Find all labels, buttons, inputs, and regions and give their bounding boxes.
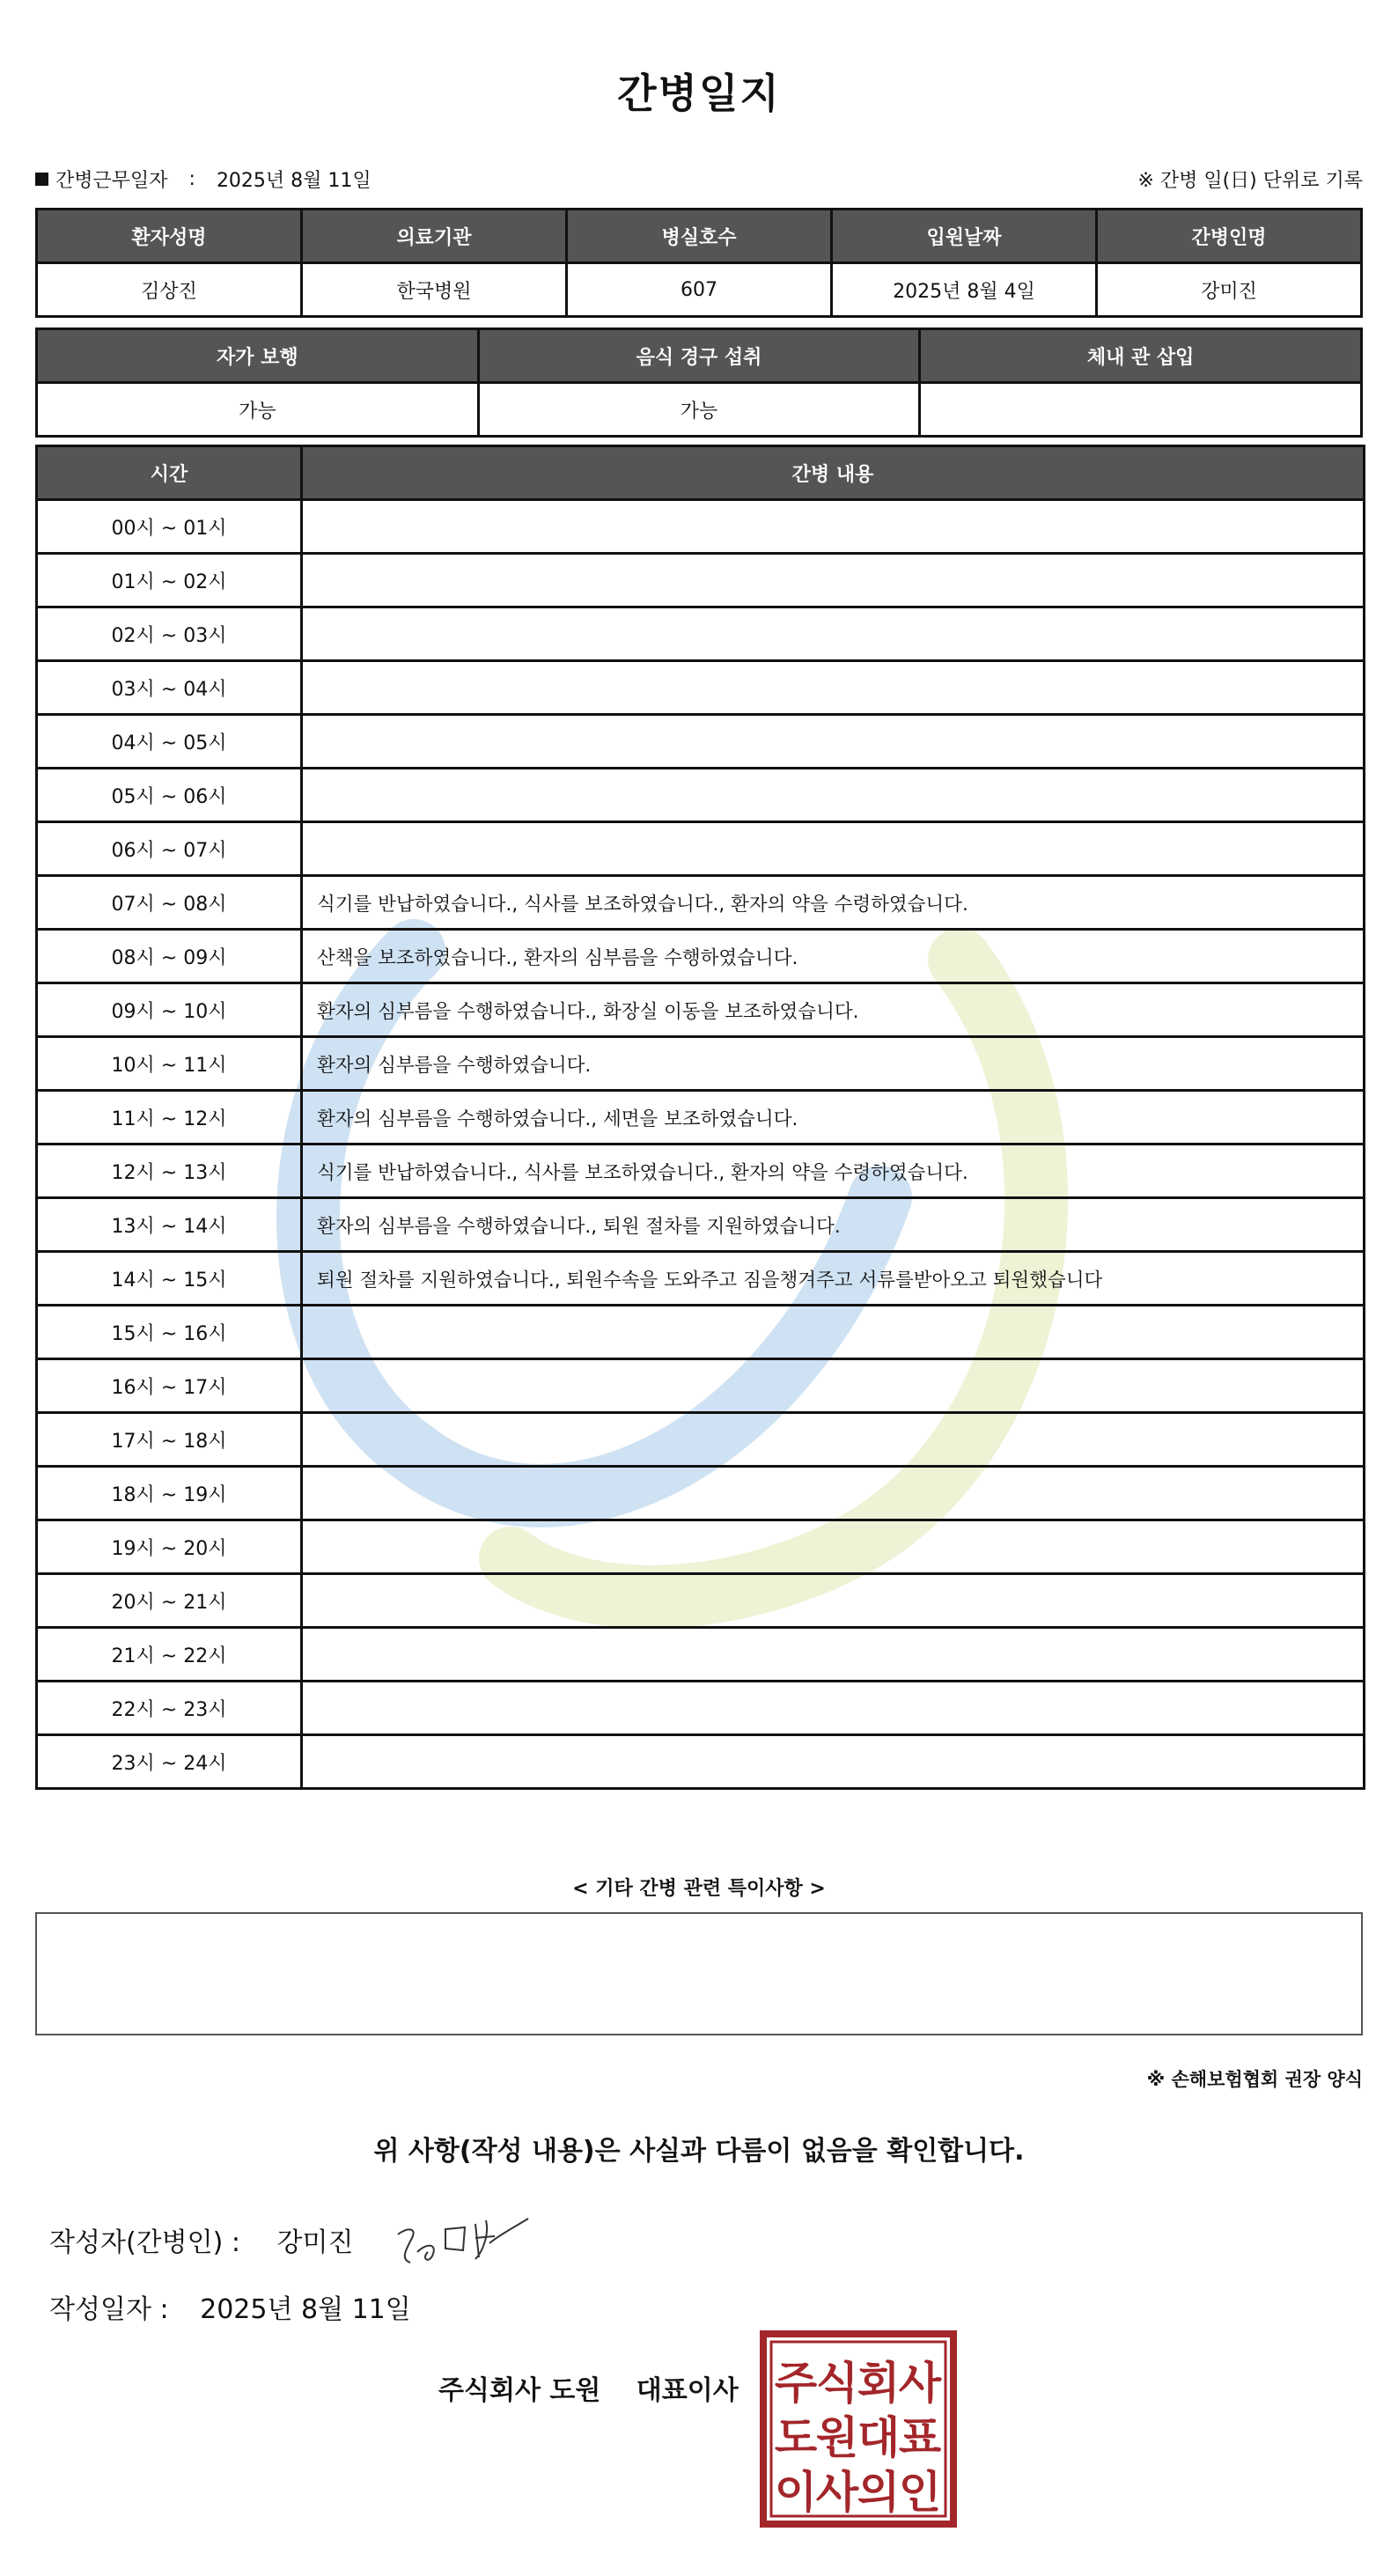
log-row xyxy=(37,1628,1365,1682)
log-time-cell: 04시 ~ 05시 xyxy=(37,715,302,769)
log-time-cell: 23시 ~ 24시 xyxy=(37,1735,302,1789)
tube-insertion-value xyxy=(920,383,1362,437)
log-row xyxy=(37,1037,1365,1091)
log-time-cell: 14시 ~ 15시 xyxy=(37,1252,302,1306)
seal-character: 인 xyxy=(898,2467,942,2518)
log-content-cell xyxy=(302,1520,1365,1574)
log-content-cell xyxy=(302,1413,1365,1467)
log-time-cell: 08시 ~ 09시 xyxy=(37,930,302,983)
log-content-cell xyxy=(302,1628,1365,1682)
work-date-label: 간병근무일자 xyxy=(55,170,168,192)
writer-name: 강미진 xyxy=(276,2227,354,2258)
log-time-cell: 20시 ~ 21시 xyxy=(37,1574,302,1628)
log-row xyxy=(37,661,1365,715)
unit-note: ※ 간병 일(日) 단위로 기록 xyxy=(1137,170,1363,192)
log-content-cell: 환자의 심부름을 수행하였습니다. xyxy=(302,1037,1365,1091)
log-content-cell xyxy=(302,1467,1365,1520)
log-time-cell: 17시 ~ 18시 xyxy=(37,1413,302,1467)
header-oral-intake: 음식 경구 섭취 xyxy=(478,329,920,383)
log-time-cell: 19시 ~ 20시 xyxy=(37,1520,302,1574)
log-time-cell: 02시 ~ 03시 xyxy=(37,607,302,661)
seal-character: 원 xyxy=(815,2412,859,2463)
header-caregiver-name: 간병인명 xyxy=(1097,210,1362,263)
log-content-cell xyxy=(302,715,1365,769)
care-log-table xyxy=(35,445,1365,1790)
log-row xyxy=(37,1306,1365,1359)
seal-character: 회 xyxy=(857,2358,901,2409)
confirmation-statement: 위 사항(작성 내용)은 사실과 다름이 없음을 확인합니다. xyxy=(373,2136,1025,2167)
log-time-cell: 06시 ~ 07시 xyxy=(37,822,302,876)
notes-box xyxy=(35,1912,1363,2035)
company-name: 주식회사 도원 xyxy=(438,2375,601,2406)
log-content-cell: 산책을 보조하였습니다., 환자의 심부름을 수행하였습니다. xyxy=(302,930,1365,983)
log-time-cell: 21시 ~ 22시 xyxy=(37,1628,302,1682)
log-time-cell: 05시 ~ 06시 xyxy=(37,769,302,822)
work-date-value: 2025년 8월 11일 xyxy=(216,170,372,192)
log-content-cell xyxy=(302,607,1365,661)
patient-condition-table xyxy=(35,328,1363,438)
header-patient-name: 환자성명 xyxy=(37,210,302,263)
admission-date-value: 2025년 8월 4일 xyxy=(832,263,1097,317)
log-time-cell: 12시 ~ 13시 xyxy=(37,1144,302,1198)
page-title: 간병일지 xyxy=(617,70,781,117)
log-content-cell xyxy=(302,1359,1365,1413)
log-content-cell xyxy=(302,1735,1365,1789)
log-row xyxy=(37,983,1365,1037)
company-line xyxy=(438,2368,739,2407)
log-content-cell xyxy=(302,554,1365,607)
seal-character: 사 xyxy=(815,2467,859,2518)
header-tube-insertion: 체내 관 삽입 xyxy=(920,329,1362,383)
log-row xyxy=(37,1682,1365,1735)
form-footnote: ※ 손해보험협회 권장 양식 xyxy=(1146,2069,1363,2090)
log-time-cell: 03시 ~ 04시 xyxy=(37,661,302,715)
work-date-colon: : xyxy=(188,168,195,190)
header-care-content: 간병 내용 xyxy=(302,446,1365,500)
log-row xyxy=(37,1574,1365,1628)
log-content-cell: 환자의 심부름을 수행하였습니다., 퇴원 절차를 지원하였습니다. xyxy=(302,1198,1365,1252)
log-content-cell xyxy=(302,769,1365,822)
log-time-cell: 13시 ~ 14시 xyxy=(37,1198,302,1252)
log-time-cell: 18시 ~ 19시 xyxy=(37,1467,302,1520)
log-row xyxy=(37,1359,1365,1413)
log-time-cell: 01시 ~ 02시 xyxy=(37,554,302,607)
log-content-cell xyxy=(302,822,1365,876)
log-row xyxy=(37,876,1365,930)
log-row xyxy=(37,1520,1365,1574)
company-representative-title: 대표이사 xyxy=(636,2375,739,2406)
log-row xyxy=(37,1198,1365,1252)
log-row xyxy=(37,554,1365,607)
header-time: 시간 xyxy=(37,446,302,500)
log-time-cell: 15시 ~ 16시 xyxy=(37,1306,302,1359)
seal-character: 이 xyxy=(774,2467,818,2518)
seal-character: 의 xyxy=(857,2467,901,2518)
written-date-value: 2025년 8월 11일 xyxy=(200,2294,411,2325)
log-time-cell: 10시 ~ 11시 xyxy=(37,1037,302,1091)
log-row xyxy=(37,930,1365,983)
log-content-cell xyxy=(302,500,1365,554)
room-value: 607 xyxy=(567,263,832,317)
patient-name-value: 김상진 xyxy=(37,263,302,317)
writer-line xyxy=(49,2220,353,2259)
oral-intake-value: 가능 xyxy=(478,383,920,437)
hospital-value: 한국병원 xyxy=(302,263,567,317)
walking-value: 가능 xyxy=(37,383,479,437)
seal-character: 도 xyxy=(774,2412,818,2463)
log-time-cell: 09시 ~ 10시 xyxy=(37,983,302,1037)
log-time-cell: 11시 ~ 12시 xyxy=(37,1091,302,1144)
log-content-cell: 퇴원 절차를 지원하였습니다., 퇴원수속을 도와주고 짐을챙겨주고 서류를받아오고 퇴원했습니다 xyxy=(302,1252,1365,1306)
log-time-cell: 22시 ~ 23시 xyxy=(37,1682,302,1735)
seal-character: 식 xyxy=(815,2358,859,2409)
log-content-cell xyxy=(302,1682,1365,1735)
log-row xyxy=(37,1091,1365,1144)
log-content-cell xyxy=(302,1574,1365,1628)
header-walking: 자가 보행 xyxy=(37,329,479,383)
log-row xyxy=(37,822,1365,876)
log-content-cell: 환자의 심부름을 수행하였습니다., 세면을 보조하였습니다. xyxy=(302,1091,1365,1144)
log-time-cell: 16시 ~ 17시 xyxy=(37,1359,302,1413)
handwritten-signature xyxy=(391,2208,532,2270)
work-date-line xyxy=(35,166,372,193)
log-row xyxy=(37,1467,1365,1520)
log-content-cell xyxy=(302,661,1365,715)
caregiver-name-value: 강미진 xyxy=(1097,263,1362,317)
seal-character: 사 xyxy=(898,2358,942,2409)
seal-character: 주 xyxy=(774,2358,818,2409)
seal-character: 표 xyxy=(898,2412,942,2463)
header-hospital: 의료기관 xyxy=(302,210,567,263)
log-content-cell: 식기를 반납하였습니다., 식사를 보조하였습니다., 환자의 약을 수령하였습니다. xyxy=(302,1144,1365,1198)
header-admission-date: 입원날짜 xyxy=(832,210,1097,263)
written-date-label: 작성일자 : xyxy=(49,2294,169,2325)
log-content-cell xyxy=(302,1306,1365,1359)
log-row xyxy=(37,1144,1365,1198)
log-row xyxy=(37,769,1365,822)
company-seal-stamp xyxy=(759,2329,958,2528)
seal-character: 대 xyxy=(857,2412,901,2463)
log-row xyxy=(37,500,1365,554)
log-content-cell: 환자의 심부름을 수행하였습니다., 화장실 이동을 보조하였습니다. xyxy=(302,983,1365,1037)
header-room: 병실호수 xyxy=(567,210,832,263)
log-time-cell: 00시 ~ 01시 xyxy=(37,500,302,554)
log-row xyxy=(37,1252,1365,1306)
written-date-line xyxy=(49,2287,411,2326)
notes-title: < 기타 간병 관련 특이사항 > xyxy=(572,1878,826,1900)
patient-info-table xyxy=(35,208,1363,318)
square-bullet-icon xyxy=(35,173,48,186)
log-row xyxy=(37,1413,1365,1467)
log-content-cell: 식기를 반납하였습니다., 식사를 보조하였습니다., 환자의 약을 수령하였습니다. xyxy=(302,876,1365,930)
log-time-cell: 07시 ~ 08시 xyxy=(37,876,302,930)
log-row xyxy=(37,715,1365,769)
writer-label: 작성자(간병인) : xyxy=(49,2227,240,2258)
log-row xyxy=(37,1735,1365,1789)
log-row xyxy=(37,607,1365,661)
